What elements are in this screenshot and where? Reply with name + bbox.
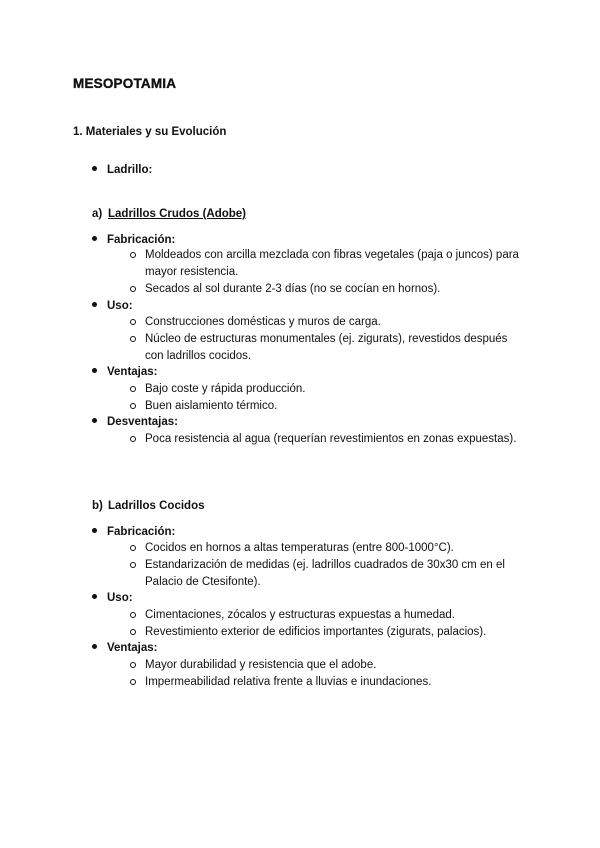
bullet-dot-icon: [92, 418, 97, 423]
bullet-label: Fabricación:: [107, 526, 176, 538]
list-item: [130, 607, 525, 624]
list-item-text: Construcciones domésticas y muros de carga.: [145, 316, 381, 328]
list-item: [130, 247, 525, 280]
bullet-label: Uso:: [107, 300, 133, 312]
circle-bullet-icon: [130, 319, 136, 325]
subsection-heading-crudos: [92, 206, 246, 222]
bullet-uso: [92, 590, 133, 606]
bullet-dot-icon: [92, 166, 97, 171]
list-item-text: Cimentaciones, zócalos y estructuras expuestas a humedad.: [145, 609, 456, 621]
list-item: [130, 381, 525, 398]
section-heading: 1. Materiales y su Evolución: [73, 126, 227, 138]
bullet-ventajas: [92, 640, 158, 656]
list-item: [130, 331, 525, 364]
bullet-label: Fabricación:: [107, 234, 176, 246]
list-item: [130, 557, 525, 590]
list-item-text: Cocidos en hornos a altas temperaturas (entre 800-1000°C).: [145, 542, 454, 554]
circle-bullet-icon: [130, 629, 136, 635]
list-item: [130, 624, 525, 641]
list-item-text: Secados al sol durante 2-3 días (no se cocían en hornos).: [145, 283, 441, 295]
bullet-label: Uso:: [107, 592, 133, 604]
bullet-label: Ventajas:: [107, 366, 158, 378]
subsection-title: Ladrillos Crudos (Adobe): [108, 208, 246, 220]
subsection-marker: b): [92, 500, 103, 512]
page-title: MESOPOTAMIA: [73, 76, 177, 91]
circle-bullet-icon: [130, 386, 136, 392]
bullet-fabricacion: [92, 524, 175, 540]
list-item: [130, 281, 525, 298]
list-item-text: Mayor durabilidad y resistencia que el adobe.: [145, 659, 377, 671]
list-item: [130, 431, 525, 448]
bullet-label: Ventajas:: [107, 642, 158, 654]
bullet-dot-icon: [92, 236, 97, 241]
circle-bullet-icon: [130, 545, 136, 551]
list-item-text: Moldeados con arcilla mezclada con fibras vegetales (paja o juncos) para mayor resistencia.: [145, 249, 519, 278]
list-item-text: Núcleo de estructuras monumentales (ej. zigurats), revestidos después con ladrillos cocidos.: [145, 333, 508, 362]
bullet-ventajas: [92, 364, 158, 380]
circle-bullet-icon: [130, 662, 136, 668]
circle-bullet-icon: [130, 436, 136, 442]
list-item-text: Impermeabilidad relativa frente a lluvias e inundaciones.: [145, 676, 432, 688]
bullet-label: Desventajas:: [107, 416, 178, 428]
list-item-text: Estandarización de medidas (ej. ladrillos cuadrados de 30x30 cm en el Palacio de Ctesifonte).: [145, 559, 505, 588]
list-item: [130, 398, 525, 415]
circle-bullet-icon: [130, 679, 136, 685]
bullet-uso: [92, 298, 133, 314]
circle-bullet-icon: [130, 562, 136, 568]
subsection-title: Ladrillos Cocidos: [108, 500, 205, 512]
bullet-dot-icon: [92, 368, 97, 373]
list-item-text: Buen aislamiento térmico.: [145, 400, 278, 412]
circle-bullet-icon: [130, 286, 136, 292]
subsection-marker: a): [92, 208, 103, 220]
bullet-fabricacion: [92, 232, 175, 248]
bullet-dot-icon: [92, 302, 97, 307]
list-item-text: Bajo coste y rápida producción.: [145, 383, 306, 395]
bullet-dot-icon: [92, 644, 97, 649]
bullet-dot-icon: [92, 594, 97, 599]
subsection-heading-cocidos: [92, 498, 205, 514]
list-item: [130, 314, 525, 331]
circle-bullet-icon: [130, 403, 136, 409]
list-item: [130, 540, 525, 557]
bullet-dot-icon: [92, 528, 97, 533]
list-item-text: Revestimiento exterior de edificios importantes (zigurats, palacios).: [145, 626, 487, 638]
bullet-ladrillo: [92, 162, 152, 178]
bullet-label: Ladrillo:: [107, 164, 153, 176]
list-item: [130, 674, 525, 691]
list-item-text: Poca resistencia al agua (requerían revestimientos en zonas expuestas).: [145, 433, 517, 445]
circle-bullet-icon: [130, 252, 136, 258]
bullet-desventajas: [92, 414, 178, 430]
circle-bullet-icon: [130, 336, 136, 342]
circle-bullet-icon: [130, 612, 136, 618]
list-item: [130, 657, 525, 674]
